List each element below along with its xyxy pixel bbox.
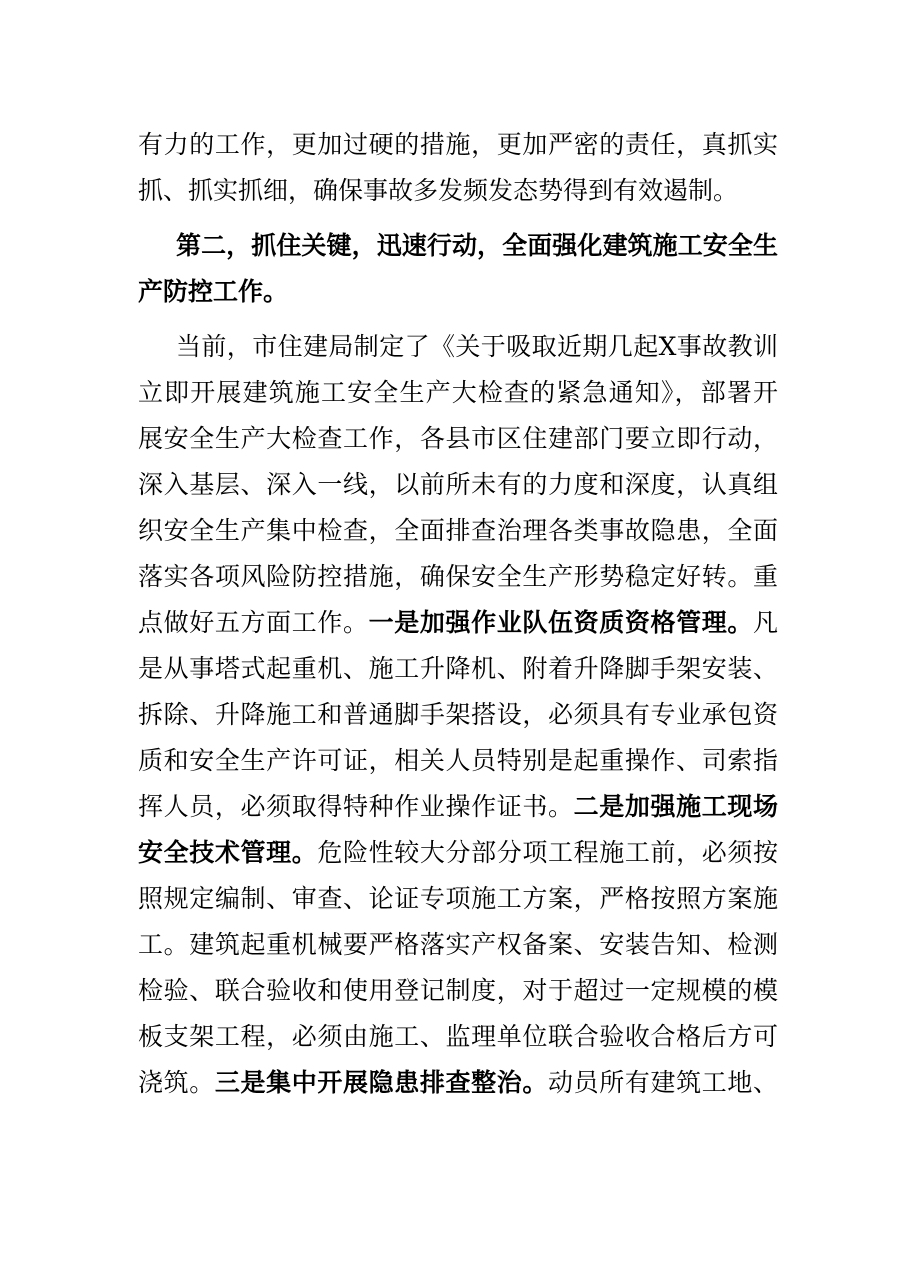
text-line: 抓、抓实抓细，确保事故多发频发态势得到有效遏制。 bbox=[138, 176, 739, 205]
bold-run: 一是加强作业队伍资质资格管理。 bbox=[368, 608, 753, 637]
text-line: 照规定编制、审查、论证专项施工方案，严格按照方案施 bbox=[138, 884, 778, 913]
text-run: 动员所有建筑工地、 bbox=[547, 1068, 778, 1097]
text-line: 当前，市住建局制定了《关于吸取近期几起X事故教训 bbox=[176, 332, 778, 361]
text-line bbox=[138, 603, 778, 643]
text-line bbox=[138, 787, 778, 827]
text-line: 立即开展建筑施工安全生产大检查的紧急通知》，部署开 bbox=[138, 378, 778, 407]
text-line: 展安全生产大检查工作，各县市区住建部门要立即行动， bbox=[138, 424, 778, 453]
text-line: 织安全生产集中检查，全面排查治理各类事故隐患，全面 bbox=[138, 516, 778, 545]
text-line: 板支架工程，必须由施工、监理单位联合验收合格后方可 bbox=[138, 1022, 778, 1051]
text-run: 点做好五方面工作。 bbox=[138, 608, 369, 637]
text-line: 深入基层、深入一线，以前所未有的力度和深度，认真组 bbox=[138, 470, 778, 499]
bold-run: 安全技术管理。 bbox=[138, 838, 318, 867]
text-line: 拆除、升降施工和普通脚手架搭设，必须具有专业承包资 bbox=[138, 700, 778, 729]
text-line: 工。建筑起重机械要严格落实产权备案、安装告知、检测 bbox=[138, 930, 778, 959]
text-run: 浇筑。 bbox=[138, 1068, 215, 1097]
text-line: 检验、联合验收和使用登记制度，对于超过一定规模的模 bbox=[138, 976, 778, 1005]
text-line: 有力的工作，更加过硬的措施，更加严密的责任，真抓实 bbox=[138, 130, 778, 159]
text-line bbox=[138, 833, 778, 873]
text-run: 挥人员，必须取得特种作业操作证书。 bbox=[138, 792, 574, 821]
text-line bbox=[138, 1063, 778, 1103]
text-line: 是从事塔式起重机、施工升降机、附着升降脚手架安装、 bbox=[138, 654, 778, 683]
text-run: 危险性较大分部分项工程施工前，必须按 bbox=[317, 838, 778, 867]
text-run: 凡 bbox=[752, 608, 778, 637]
text-line: 质和安全生产许可证，相关人员特别是起重操作、司索指 bbox=[138, 746, 778, 775]
bold-run: 二是加强施工现场 bbox=[573, 792, 778, 821]
bold-run: 三是集中开展隐患排查整治。 bbox=[214, 1068, 548, 1097]
section-heading: 第二，抓住关键，迅速行动，全面强化建筑施工安全生 bbox=[176, 231, 778, 260]
text-line: 落实各项风险防控措施，确保安全生产形势稳定好转。重 bbox=[138, 562, 778, 591]
section-heading: 产防控工作。 bbox=[138, 277, 289, 306]
